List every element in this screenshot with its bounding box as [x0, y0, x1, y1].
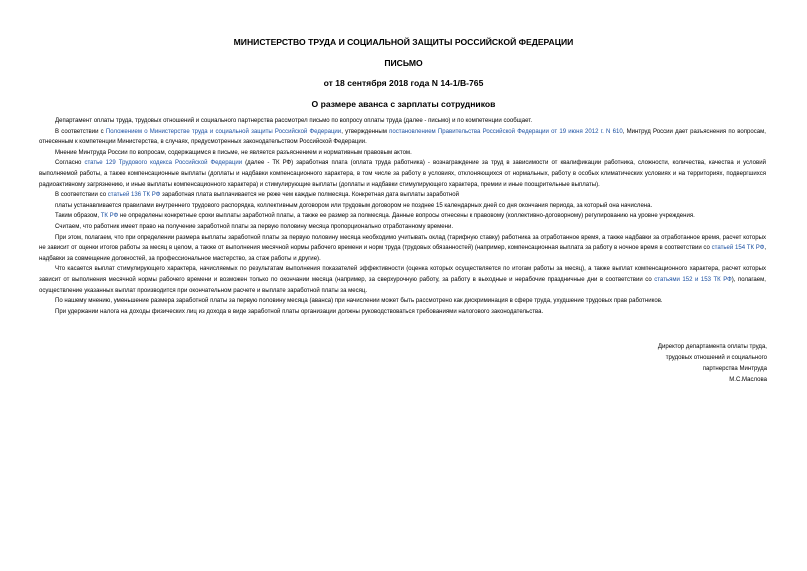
ministry-title: МИНИСТЕРСТВО ТРУДА И СОЦИАЛЬНОЙ ЗАЩИТЫ РОССИЙСКОЙ ФЕДЕРАЦИИ: [233, 37, 574, 47]
paragraph-10-text-b: ), полагаем, осуществление указанных выплат производится при окончательном расчете и выплате заработной платы за месяц.: [39, 276, 766, 294]
paragraph-5-text-a: В соответствии со: [55, 192, 108, 199]
paragraph-6: платы устанавливается правилами внутреннего трудового распорядка, коллективным договором или трудовым договором не позднее 15 календарных дней со дня окончания периода, за который она начислена.: [55, 202, 653, 209]
link-article-154[interactable]: статьей 154 ТК РФ: [711, 245, 765, 252]
link-article-136[interactable]: статьей 136 ТК РФ: [107, 192, 161, 199]
link-government-resolution[interactable]: постановлением Правительства Российской Федерации от 19 июня 2012 г. N 610: [389, 128, 623, 135]
letter-body: [39, 116, 766, 317]
doc-subject: О размере аванса с зарплаты сотрудников: [311, 99, 496, 109]
paragraph-9-text-b: , надбавки за совмещение должностей, за профессиональное мастерство, за стаж работы и другие).: [39, 245, 766, 262]
paragraph-7-text-b: не определены конкретные сроки выплаты заработной платы, а также ее размер за полмесяца. Данные вопросы отнесены к правовому (коллективно-договорному) регулированию на уровне учреждения.: [118, 213, 695, 220]
link-articles-152-153[interactable]: статьями 152 и 153 ТК РФ: [654, 276, 732, 283]
paragraph-1: Департамент оплаты труда, трудовых отношений и социального партнерства рассмотрел письмо по вопросу оплаты труда (далее - письмо) и по компетенции сообщает.: [55, 118, 533, 124]
paragraph-2-text-c: , Минтруд России дает разъяснения по вопросам, отнесенным к компетенции Министерства, в случаях, предусмотренных законодательством Российской Федерации.: [39, 128, 766, 146]
paragraph-9: [39, 233, 766, 265]
paragraph-11: По нашему мнению, уменьшение размера заработной платы за первую половину месяца (аванса) при начислении может быть рассмотрено как дискриминация в сфере труда, ухудшение трудовых прав работников.: [55, 298, 663, 305]
signature-block: [658, 342, 767, 386]
paragraph-10: [39, 264, 766, 296]
paragraph-2-text-b: , утвержденным: [341, 128, 390, 135]
link-article-129[interactable]: статье 129 Трудового кодекса Российской Федерации: [84, 160, 243, 167]
paragraph-4-text-b: (далее - ТК РФ) заработная плата (оплата труда работника) - вознаграждение за труд в зависимости от квалификации работника, сложности, количества, качества и условий выполняемой работы, а также компенсационные выплаты (доплаты и надбавки компенсационного характера, в том числе за работу в условиях, отклоняющихся от нормальных, работу в особых климатических условиях и на территориях, подвергшихся радиоактивному загрязнению, и иные выплаты компенсационного характера) и стимулирующие выплаты (доплаты и надбавки стимулирующего характера, премии и иные поощрительные выплаты).: [39, 160, 766, 188]
paragraph-8: Считаем, что работник имеет право на получение заработной платы за первую половину месяца пропорционально отработанному времени.: [55, 223, 454, 230]
paragraph-7-text-a: Таким образом,: [55, 213, 101, 220]
link-ministry-regulation[interactable]: Положением о Министерстве труда и социальной защиты Российской Федерации: [105, 128, 342, 135]
link-labor-code[interactable]: ТК РФ: [100, 213, 119, 220]
paragraph-10-text-a: Что касается выплат стимулирующего характера, начисляемых по результатам выполнения показателей эффективности (оценка которых осуществляется по итогам работы за месяц), а также выплат компенсационного характера, расчет которых зависит от выполнения месячной нормы рабочего времени и возможен только по окончании месяца (например, за сверхурочную работу, за работу в выходные и нерабочие праздничные дни в соответствии со: [39, 266, 766, 283]
paragraph-5: [39, 190, 766, 201]
paragraph-12: При удержании налога на доходы физических лиц из дохода в виде заработной платы организации должны руководствоваться требованиями налогового законодательства.: [55, 308, 544, 315]
paragraph-2-text-a: В соответствии с: [55, 128, 106, 135]
paragraph-5-text-b: заработная плата выплачивается не реже чем каждые полмесяца. Конкретная дата выплаты заработной: [160, 192, 459, 199]
signature-line-3: партнерства Минтруда: [702, 366, 767, 372]
signature-line-2: трудовых отношений и социального: [665, 355, 767, 361]
paragraph-4-text-a: Согласно: [55, 160, 85, 167]
paragraph-2: [39, 127, 766, 148]
paragraph-7: [39, 211, 766, 222]
doc-date-number: от 18 сентября 2018 года N 14-1/В-765: [323, 78, 484, 88]
paragraph-9-text-a: При этом, полагаем, что при определении размера выплаты заработной платы за первую половину месяца необходимо учитывать оклад (тарифную ставку) работника за отработанное время, а также надбавки за отработанное время, расчет которых не зависит от оценки итогов работы за месяц в целом, а также от выполнения месячной нормы рабочего времени и норм труда (трудовых обязанностей) (например, компенсационная выплата за работу в ночное время в соответствии со: [39, 234, 766, 252]
paragraph-3: Мнение Минтруда России по вопросам, содержащимся в письме, не является разъяснением и нормативным правовым актом.: [55, 149, 412, 156]
signature-line-1: Директор департамента оплаты труда,: [657, 344, 767, 350]
signature-name: М.С.Маслова: [729, 377, 767, 383]
paragraph-4: [39, 158, 766, 190]
doc-type: ПИСЬМО: [384, 58, 423, 68]
